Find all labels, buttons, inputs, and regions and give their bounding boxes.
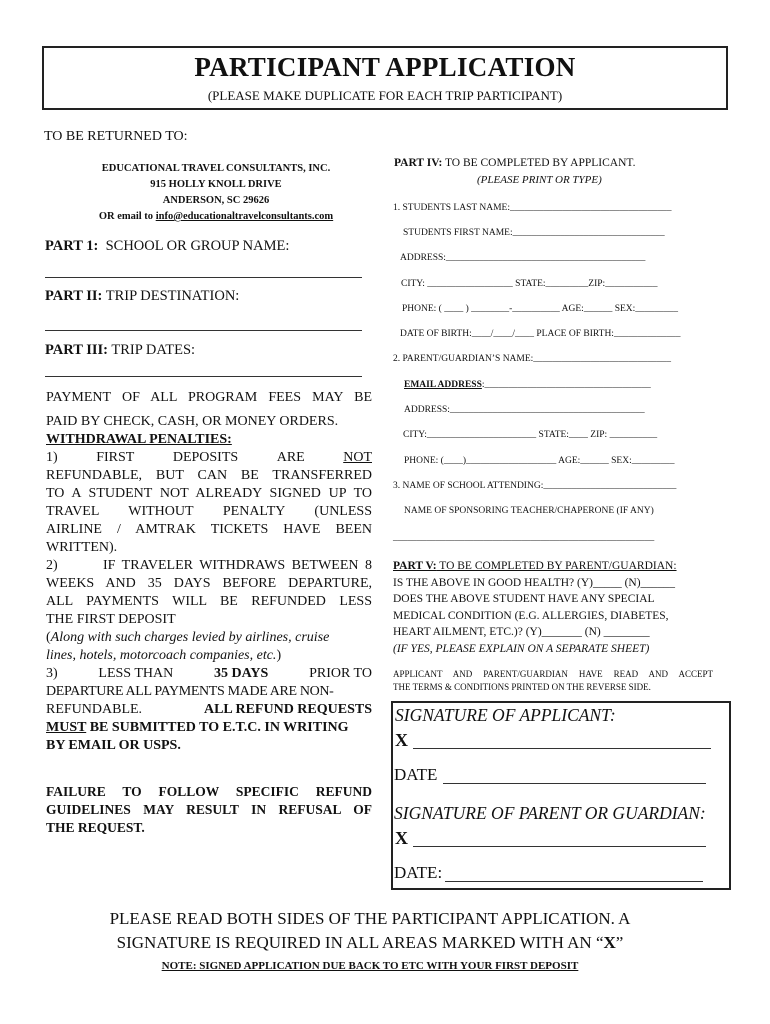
penalty-1-number: 1): [46, 450, 58, 465]
part4-heading: [394, 157, 635, 169]
student-birth-field[interactable]: DATE OF BIRTH:____/____/____ PLACE OF BIRTH:______________: [400, 329, 681, 339]
payment-terms: [46, 389, 372, 755]
applicant-date-line[interactable]: [443, 783, 706, 784]
parent-address-field[interactable]: ADDRESS:_________________________________________: [404, 405, 645, 415]
student-last-name-field[interactable]: 1. STUDENTS LAST NAME:__________________________________: [393, 203, 672, 213]
student-city-state-zip-field[interactable]: CITY: __________________ STATE:_________ZIP:___________: [401, 279, 658, 289]
failure-line-1: FAILURE TO FOLLOW SPECIFIC REFUND: [46, 784, 372, 799]
footer-line-1: PLEASE READ BOTH SIDES OF THE PARTICIPANT APPLICATION. A: [109, 909, 631, 928]
penalty-3-number: 3): [46, 666, 58, 681]
medical-condition-answer[interactable]: HEART AILMENT, ETC.)? (Y)_______ (N) ________: [393, 626, 650, 638]
penalty-3-line-3: [46, 701, 372, 719]
part3-label: PART III:: [45, 342, 109, 358]
penalty-3-text-2: PRIOR TO: [309, 666, 372, 681]
footer-x-mark: X: [603, 933, 616, 952]
page-title: PARTICIPANT APPLICATION: [194, 52, 576, 82]
applicant-signature-label: SIGNATURE OF APPLICANT:: [395, 705, 616, 725]
part1-heading: [45, 238, 289, 255]
footer-close-quote: ”: [615, 933, 624, 952]
parent-x-mark: X: [395, 828, 408, 848]
note-text-2: lines, hotels, motorcoach companies, etc.: [46, 648, 277, 663]
signature-box: [391, 701, 731, 890]
note-open-paren: (: [46, 630, 51, 645]
return-address: [44, 161, 388, 225]
header-box: [42, 46, 728, 110]
email-address-blank: :___________________________________: [481, 380, 651, 390]
part5-label: PART V:: [393, 560, 437, 572]
penalty-1-word-4: NOT: [343, 450, 372, 465]
medical-explain-note: (IF YES, PLEASE EXPLAIN ON A SEPARATE SHEET): [393, 642, 650, 655]
sponsoring-teacher-label: NAME OF SPONSORING TEACHER/CHAPERONE (IF ANY): [404, 506, 654, 516]
part5-heading: [393, 558, 713, 575]
footer-note: NOTE: SIGNED APPLICATION DUE BACK TO ETC WITH YOUR FIRST DEPOSIT: [161, 960, 579, 972]
penalty-1-word-1: FIRST: [96, 450, 135, 465]
school-name-line[interactable]: [45, 277, 362, 278]
part5-text: TO BE COMPLETED BY PARENT/GUARDIAN:: [436, 560, 677, 572]
return-to-label: TO BE RETURNED TO:: [44, 129, 188, 144]
part3-text: TRIP DATES:: [111, 342, 196, 358]
penalty-1-word-2: DEPOSITS: [172, 450, 239, 465]
part2-heading: [45, 288, 239, 305]
penalty-1-line-5: AIRLINE / AMTRAK TICKETS HAVE BEEN: [46, 522, 372, 537]
penalty-2-line-4: THE FIRST DEPOSIT: [46, 612, 176, 627]
part5-section: [393, 558, 713, 657]
email-prefix: OR email to: [98, 211, 156, 222]
penalty-2-note-1: [46, 629, 372, 647]
parent-date-label: DATE:: [394, 863, 443, 882]
parent-name-field[interactable]: 2. PARENT/GUARDIAN’S NAME:_____________________________: [393, 354, 672, 364]
penalty-1-line-6: WRITTEN).: [46, 540, 118, 555]
parent-email-field[interactable]: [404, 380, 651, 390]
failure-line-2: GUIDELINES MAY RESULT IN REFUSAL OF: [46, 802, 372, 817]
failure-line-3: THE REQUEST.: [46, 820, 145, 835]
penalty-3-refundable: REFUNDABLE.: [46, 702, 143, 717]
part1-label: PART 1:: [45, 238, 99, 254]
student-phone-age-sex-field[interactable]: PHONE: ( ____ ) ________-__________ AGE:______ SEX:_________: [402, 304, 679, 314]
payment-line-2: PAID BY CHECK, CASH, OR MONEY ORDERS.: [46, 414, 339, 429]
applicant-signature-line[interactable]: [413, 748, 711, 749]
penalty-3-line-4: [46, 719, 372, 737]
penalty-3-refund-requests: ALL REFUND REQUESTS: [203, 702, 372, 717]
penalty-1-line-2: REFUNDABLE, BUT CAN BE TRANSFERRED: [46, 468, 372, 483]
applicant-x-mark: X: [395, 730, 408, 750]
footer-line-2: [0, 933, 740, 953]
acceptance-line-2: THE TERMS & CONDITIONS PRINTED ON THE REVERSE SIDE.: [393, 681, 651, 692]
penalty-2-line-3: ALL PAYMENTS WILL BE REFUNDED LESS: [46, 594, 372, 609]
penalty-3-line-5: BY EMAIL OR USPS.: [46, 738, 181, 753]
penalty-3-line-2: DEPARTURE ALL PAYMENTS MADE ARE NON-: [46, 684, 334, 699]
note-close-paren: ): [276, 648, 282, 663]
penalty-1-line-4: TRAVEL WITHOUT PENALTY (UNLESS: [46, 504, 372, 519]
part4-text: TO BE COMPLETED BY APPLICANT.: [442, 157, 636, 169]
penalty-3-text-1: LESS THAN: [98, 666, 174, 681]
acceptance-line-1: APPLICANT AND PARENT/GUARDIAN HAVE READ AND ACCEPT: [393, 669, 713, 679]
withdrawal-heading: WITHDRAWAL PENALTIES:: [46, 432, 232, 447]
penalty-3-line-1: [46, 665, 372, 683]
penalty-3-must: MUST: [46, 720, 87, 735]
penalty-3-submit: BE SUBMITTED TO E.T.C. IN WRITING: [86, 720, 349, 735]
parent-city-state-zip-field[interactable]: CITY:_______________________ STATE:____ ZIP: __________: [403, 430, 658, 440]
payment-line-1: PAYMENT OF ALL PROGRAM FEES MAY BE: [46, 390, 372, 405]
email-address-label: EMAIL ADDRESS: [404, 380, 482, 390]
company-name: EDUCATIONAL TRAVEL CONSULTANTS, INC.: [101, 163, 331, 174]
penalty-1-line-3: TO A STUDENT NOT ALREADY SIGNED UP TO: [46, 486, 372, 501]
parent-phone-age-sex-field[interactable]: PHONE: (____)___________________ AGE:______ SEX:_________: [404, 456, 675, 466]
page-subtitle: (PLEASE MAKE DUPLICATE FOR EACH TRIP PARTICIPANT): [207, 88, 563, 103]
part1-text: SCHOOL OR GROUP NAME:: [105, 238, 290, 254]
company-email-link[interactable]: info@educationaltravelconsultants.com: [155, 211, 334, 222]
part4-label: PART IV:: [394, 157, 443, 169]
penalty-2-note-2: [46, 647, 372, 665]
penalty-2-line-2: WEEKS AND 35 DAYS BEFORE DEPARTURE,: [46, 576, 372, 591]
failure-warning: [46, 783, 372, 837]
good-health-question[interactable]: IS THE ABOVE IN GOOD HEALTH? (Y)_____ (N)______: [393, 576, 676, 589]
company-city: ANDERSON, SC 29626: [162, 195, 270, 206]
applicant-date-label: DATE: [394, 765, 438, 784]
parent-signature-line[interactable]: [413, 846, 706, 847]
penalty-1-word-3: ARE: [276, 450, 305, 465]
sponsoring-teacher-field[interactable]: _______________________________________________________: [393, 533, 655, 543]
part2-label: PART II:: [45, 288, 103, 304]
part2-text: TRIP DESTINATION:: [105, 288, 240, 304]
part4-note: (PLEASE PRINT OR TYPE): [477, 174, 602, 186]
parent-signature-label: SIGNATURE OF PARENT OR GUARDIAN:: [394, 803, 706, 823]
acceptance-statement: [393, 668, 713, 693]
medical-condition-line-2: MEDICAL CONDITION (E.G. ALLERGIES, DIABETES,: [393, 609, 669, 622]
parent-date-line[interactable]: [445, 881, 703, 882]
trip-destination-line[interactable]: [45, 330, 362, 331]
student-first-name-field[interactable]: STUDENTS FIRST NAME:________________________________: [403, 228, 665, 238]
student-address-field[interactable]: ADDRESS:__________________________________________: [400, 253, 646, 263]
penalty-3-days: 35 DAYS: [213, 666, 269, 681]
note-text-1: Along with such charges levied by airlines, cruise: [50, 630, 330, 645]
part3-heading: [45, 342, 195, 359]
medical-condition-line-1: DOES THE ABOVE STUDENT HAVE ANY SPECIAL: [393, 593, 655, 605]
company-street: 915 HOLLY KNOLL DRIVE: [150, 179, 282, 190]
trip-dates-line[interactable]: [45, 376, 362, 377]
penalty-1-line-1: [46, 449, 372, 467]
footer-line-2-text: SIGNATURE IS REQUIRED IN ALL AREAS MARKED WITH AN “: [116, 933, 604, 952]
penalty-2-line-1: 2) IF TRAVELER WITHDRAWS BETWEEN 8: [46, 558, 372, 573]
school-attending-field[interactable]: 3. NAME OF SCHOOL ATTENDING:____________________________: [393, 481, 677, 491]
